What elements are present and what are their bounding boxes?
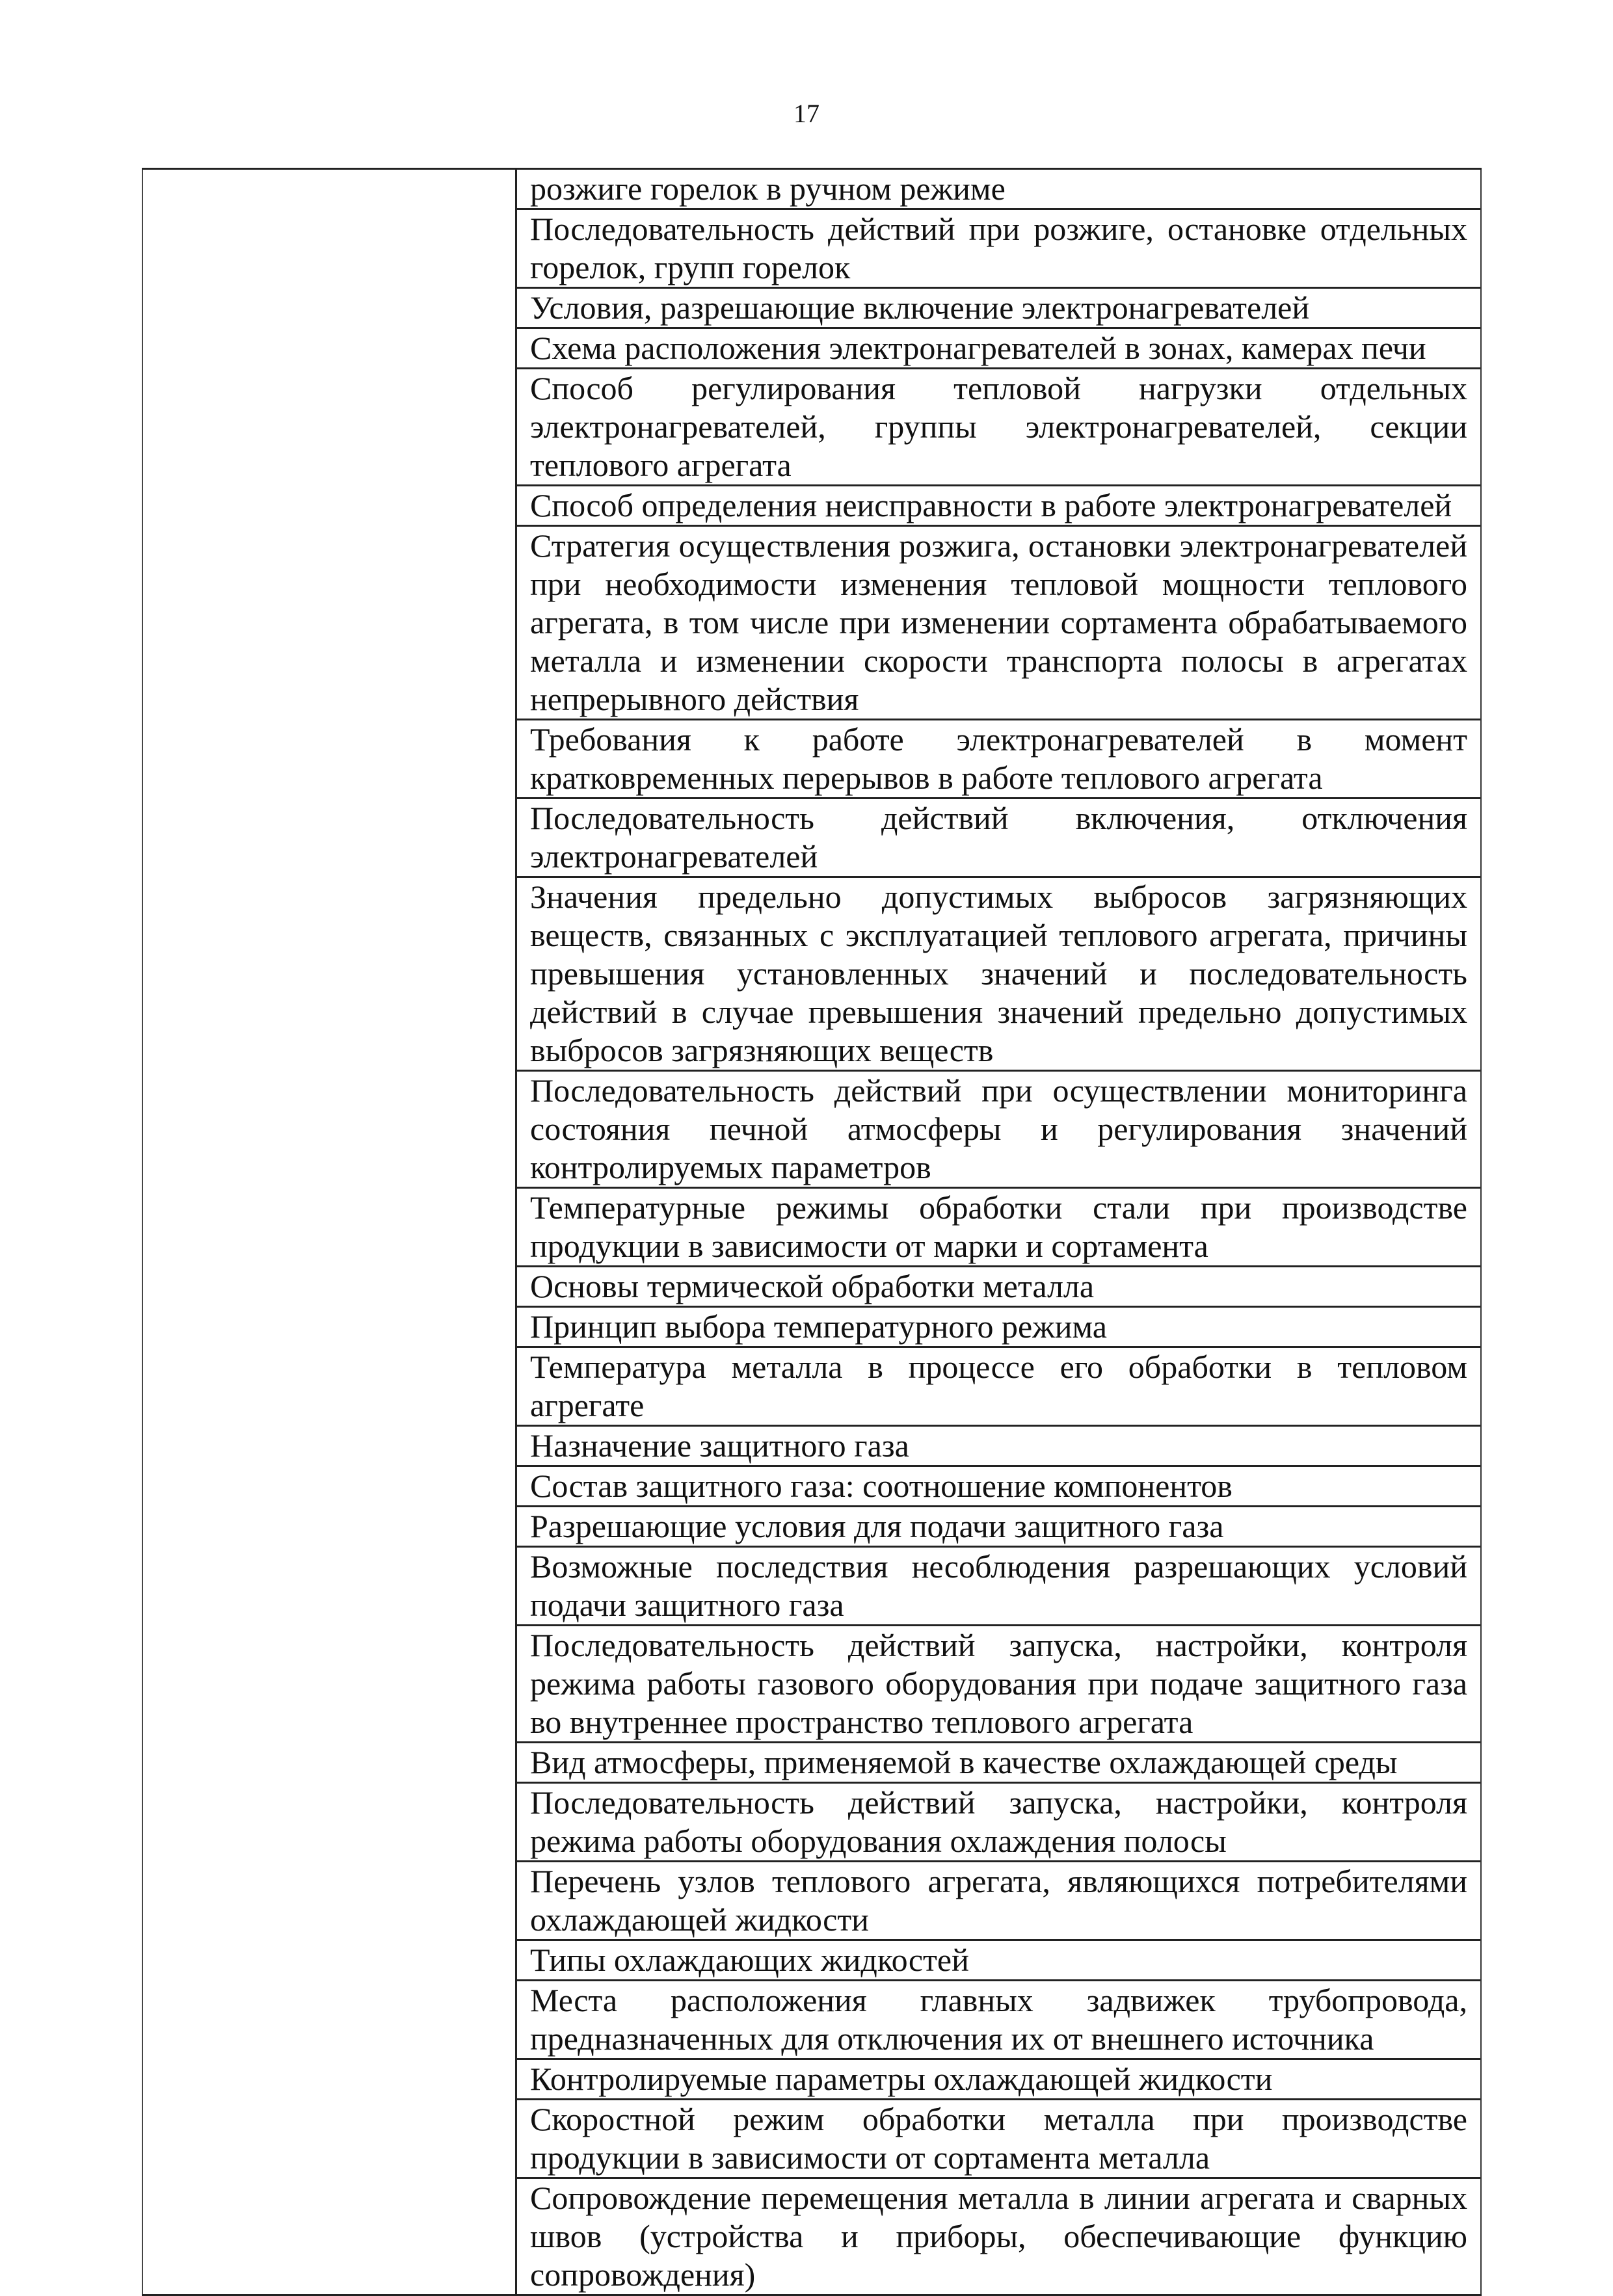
table-row: Принцип выбора температурного режима	[517, 1308, 1480, 1348]
table-row: Сопровождение перемещения металла в линии агрегата и сварных швов (устройства и приборы, обеспечивающие функцию сопровождения)	[530, 2180, 1467, 2293]
page-number: 17	[793, 99, 820, 128]
table-row: Перечень узлов теплового агрегата, являющихся потребителями охлаждающей жидкости	[517, 1862, 1480, 1941]
table-row: Контролируемые параметры охлаждающей жидкости	[517, 2060, 1480, 2100]
table-row: Типы охлаждающих жидкостей	[517, 1941, 1480, 1981]
table-row: Места расположения главных задвижек трубопровода, предназначенных для отключения их от внешнего источника	[517, 1981, 1480, 2060]
table-row: Способ определения неисправности в работе электронагревателей	[517, 486, 1480, 527]
requirements-table	[142, 168, 1482, 2296]
table-row: Условия, разрешающие включение электронагревателей	[517, 289, 1480, 329]
table-row: розжиге горелок в ручном режиме	[517, 170, 1480, 210]
table-row: Основы термической обработки металла	[517, 1267, 1480, 1308]
table-row: Температурные режимы обработки стали при производстве продукции в зависимости от марки и сортамента	[517, 1189, 1480, 1267]
table-row: Температура металла в процессе его обработки в тепловом агрегате	[517, 1348, 1480, 1427]
table-row: Назначение защитного газа	[517, 1427, 1480, 1467]
table-row: Разрешающие условия для подачи защитного газа	[517, 1507, 1480, 1548]
table-row: Состав защитного газа: соотношение компонентов	[517, 1467, 1480, 1507]
table-right-column	[517, 170, 1482, 2294]
table-row: Последовательность действий запуска, настройки, контроля режима работы газового оборудования при подаче защитного газа во внутреннее пространство теплового агрегата	[517, 1626, 1480, 1743]
table-row: Способ регулирования тепловой нагрузки отдельных электронагревателей, группы электронагревателей, секции теплового агрегата	[517, 369, 1480, 486]
table-left-column	[142, 170, 517, 2294]
table-row: Последовательность действий при осуществлении мониторинга состояния печной атмосферы и регулирования значений контролируемых параметров	[517, 1072, 1480, 1189]
table-row: Схема расположения электронагревателей в зонах, камерах печи	[517, 329, 1480, 369]
table-row: Последовательность действий запуска, настройки, контроля режима работы оборудования охлаждения полосы	[517, 1784, 1480, 1862]
table-row: Последовательность действий при розжиге, остановке отдельных горелок, групп горелок	[517, 210, 1480, 289]
table-row: Вид атмосферы, применяемой в качестве охлаждающей среды	[517, 1743, 1480, 1784]
table-row: Последовательность действий включения, отключения электронагревателей	[517, 799, 1480, 878]
table-row: Требования к работе электронагревателей в момент кратковременных перерывов в работе теплового агрегата	[517, 720, 1480, 799]
table-row: Стратегия осуществления розжига, остановки электронагревателей при необходимости изменения тепловой мощности теплового агрегата, в том числе при изменении сортамента обрабатываемого металла и изменении скорости транспорта полосы в агрегатах непрерывного действия	[517, 527, 1480, 720]
table-row: Скоростной режим обработки металла при производстве продукции в зависимости от сортамента металла	[517, 2100, 1480, 2179]
table-row: Возможные последствия несоблюдения разрешающих условий подачи защитного газа	[517, 1548, 1480, 1626]
table-row: Значения предельно допустимых выбросов загрязняющих веществ, связанных с эксплуатацией теплового агрегата, причины превышения установленных значений и последовательность действий в случае превышения значений предельно допустимых выбросов загрязняющих веществ	[517, 878, 1480, 1072]
